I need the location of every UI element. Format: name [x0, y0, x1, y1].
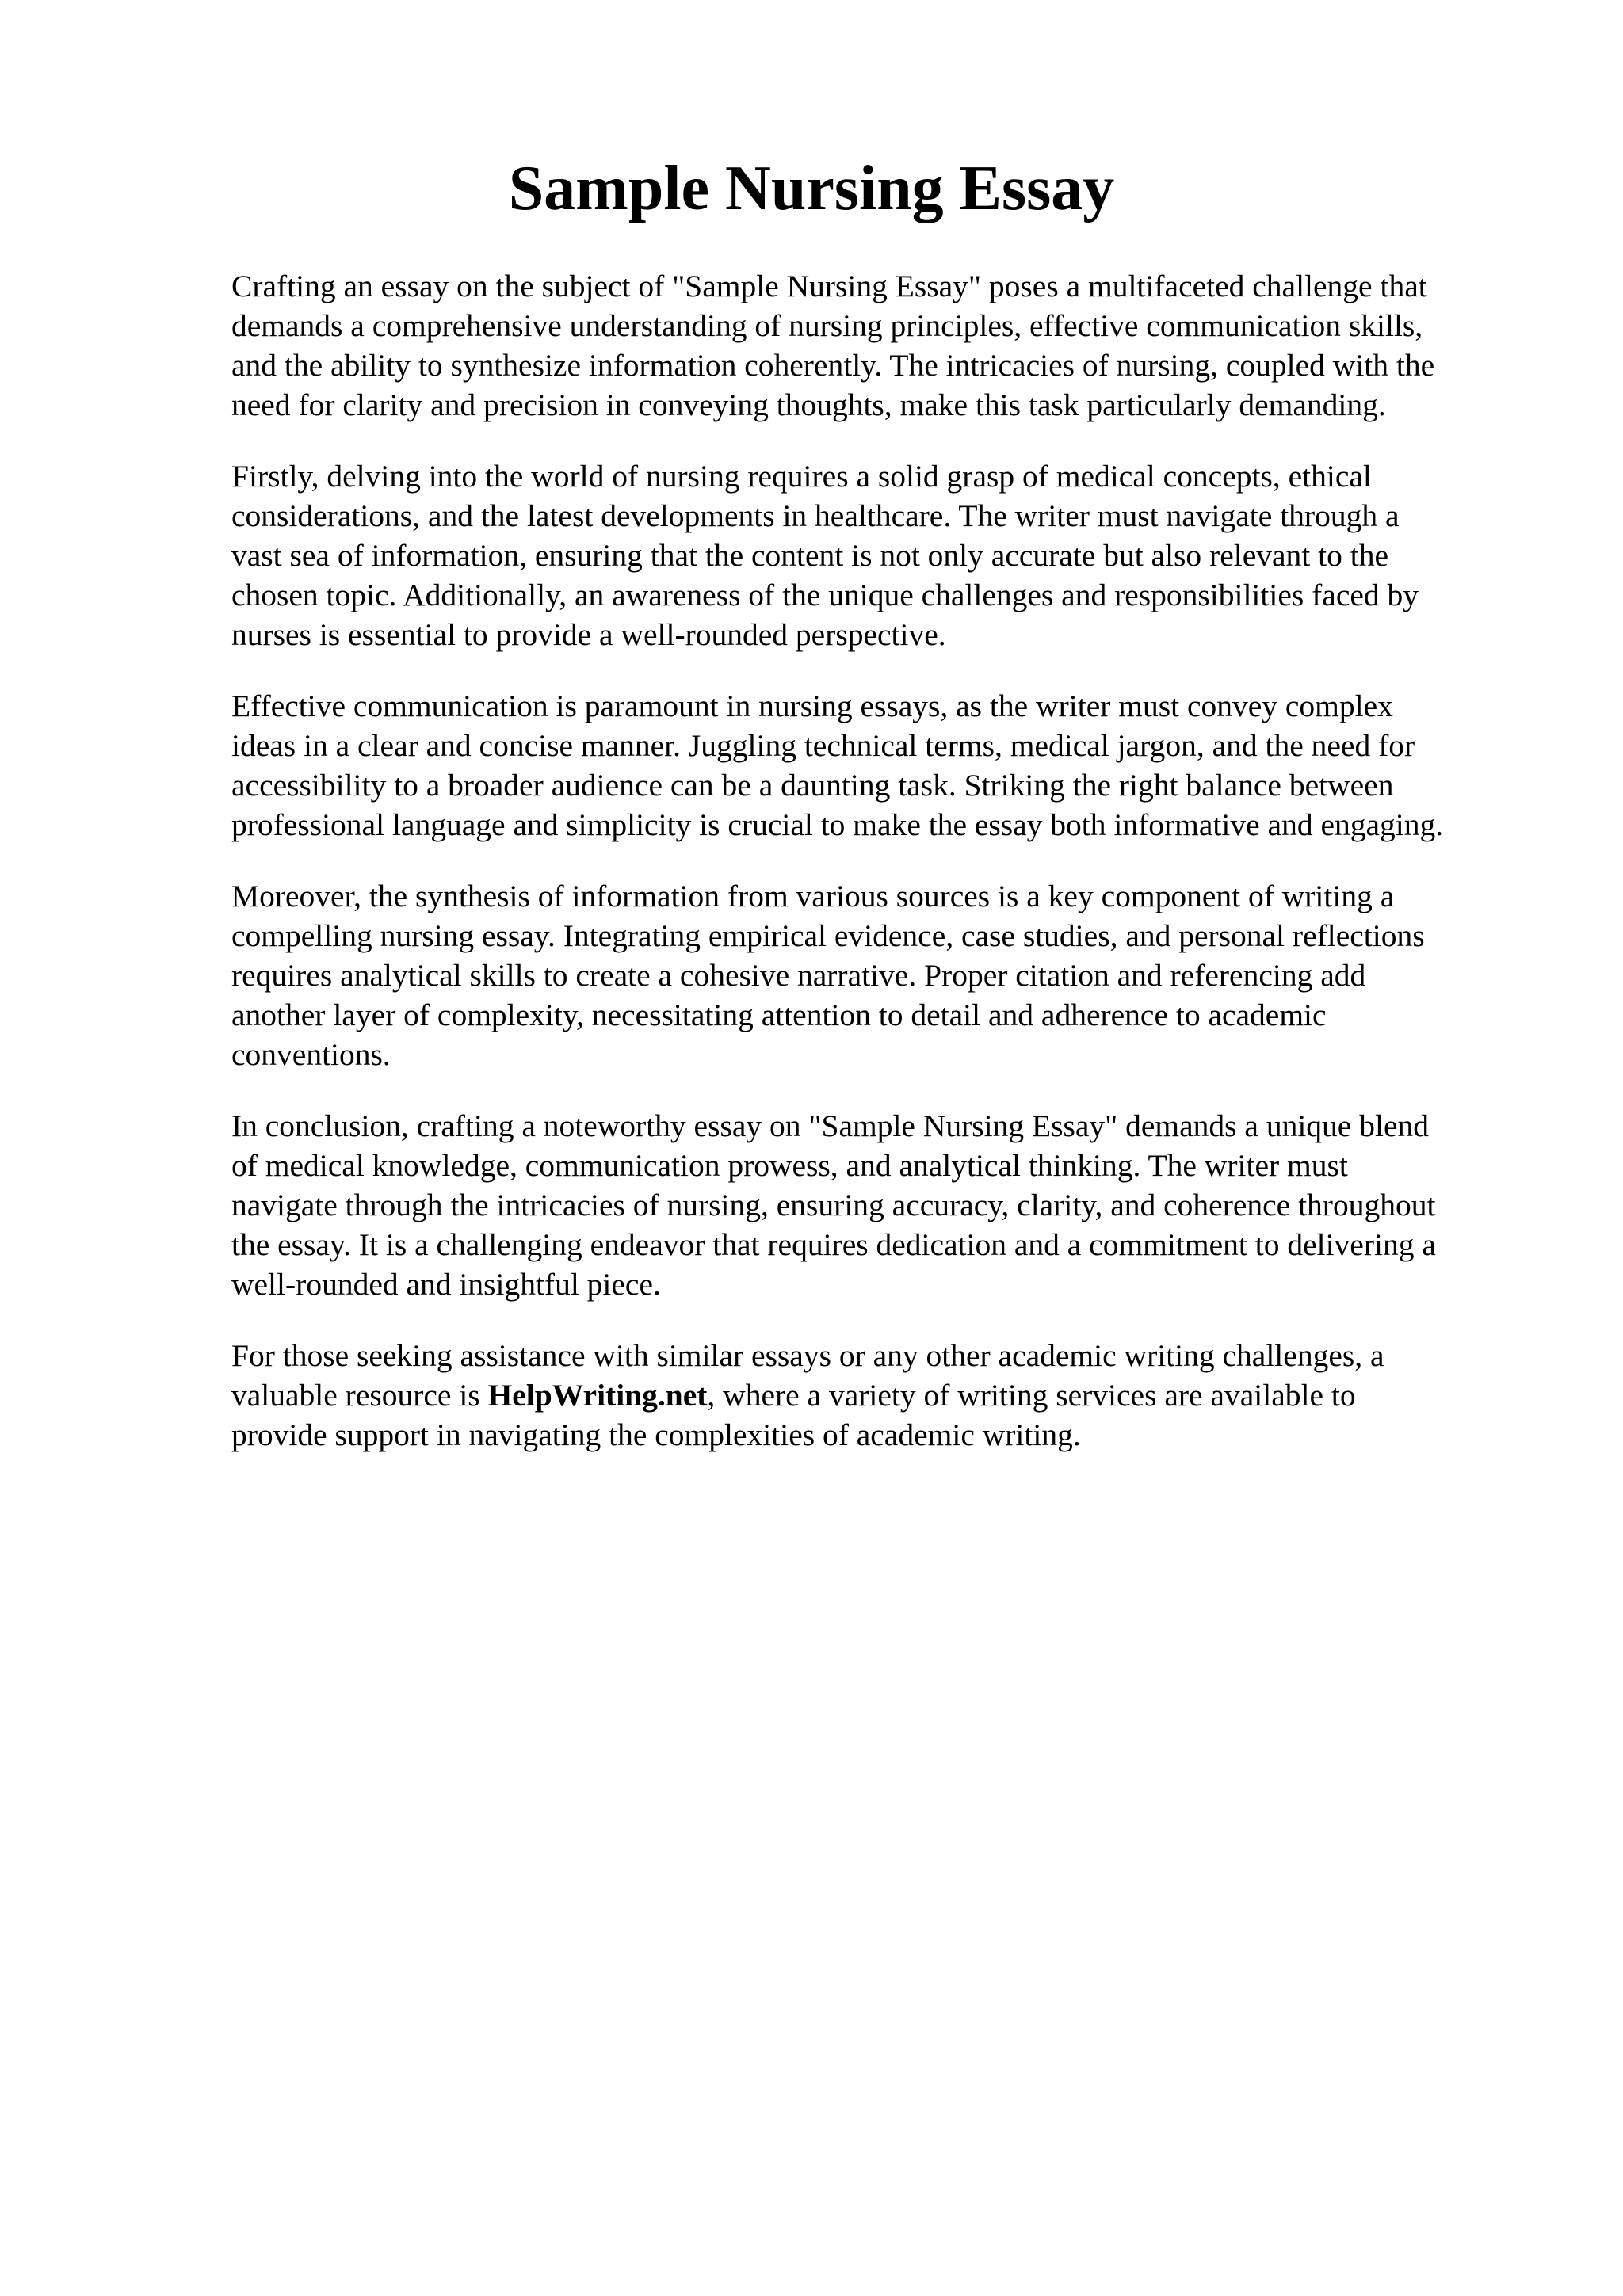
- text-line: In conclusion, crafting a noteworthy essay on "Sample Nursing Essay" demands a unique blend: [231, 1108, 1429, 1143]
- paragraph-intro: [231, 266, 1515, 425]
- text-line: Firstly, delving into the world of nursing requires a solid grasp of medical concepts, ethical: [231, 459, 1372, 494]
- text-line-with-brand: [231, 1375, 1515, 1415]
- text-line: the essay. It is a challenging endeavor that requires dedication and a commitment to delivering a: [231, 1227, 1436, 1262]
- text-line: well-rounded and insightful piece.: [231, 1267, 661, 1302]
- text-line: Effective communication is paramount in nursing essays, as the writer must convey complex: [231, 688, 1393, 723]
- text-line: professional language and simplicity is crucial to make the essay both informative and engaging.: [231, 807, 1444, 842]
- text-line: nurses is essential to provide a well-rounded perspective.: [231, 617, 946, 652]
- text-line: accessibility to a broader audience can be a daunting task. Striking the right balance between: [231, 768, 1394, 803]
- text-line: For those seeking assistance with similar essays or any other academic writing challenges, a: [231, 1338, 1384, 1373]
- text-line: navigate through the intricacies of nursing, ensuring accuracy, clarity, and coherence throughout: [231, 1188, 1436, 1222]
- text-line: demands a comprehensive understanding of nursing principles, effective communication skills,: [231, 308, 1423, 343]
- text-line: need for clarity and precision in conveying thoughts, make this task particularly demanding.: [231, 387, 1386, 422]
- text-line: conventions.: [231, 1037, 391, 1072]
- text-line: another layer of complexity, necessitating attention to detail and adherence to academic: [231, 997, 1327, 1032]
- text-line: ideas in a clear and concise manner. Juggling technical terms, medical jargon, and the need for: [231, 728, 1415, 763]
- text-segment: valuable resource is: [231, 1378, 488, 1413]
- helpwriting-link[interactable]: HelpWriting.net: [487, 1378, 708, 1413]
- document-title: Sample Nursing Essay: [508, 154, 1115, 223]
- text-line: compelling nursing essay. Integrating empirical evidence, case studies, and personal reflections: [231, 918, 1425, 953]
- text-line: Crafting an essay on the subject of "Sample Nursing Essay" poses a multifaceted challenge that: [231, 269, 1427, 303]
- text-line: of medical knowledge, communication prowess, and analytical thinking. The writer must: [231, 1148, 1348, 1183]
- text-line: and the ability to synthesize information coherently. The intricacies of nursing, coupled with the: [231, 348, 1435, 383]
- paragraph-resource: [231, 1336, 1515, 1455]
- text-line: Moreover, the synthesis of information from various sources is a key component of writing a: [231, 879, 1395, 913]
- paragraph-firstly: [231, 456, 1515, 654]
- text-line: provide support in navigating the complexities of academic writing.: [231, 1417, 1081, 1452]
- paragraph-conclusion: [231, 1106, 1515, 1304]
- text-line: vast sea of information, ensuring that the content is not only accurate but also relevant to the: [231, 538, 1388, 573]
- text-line: chosen topic. Additionally, an awareness of the unique challenges and responsibilities faced by: [231, 578, 1419, 612]
- text-line: considerations, and the latest developments in healthcare. The writer must navigate through a: [231, 498, 1400, 533]
- paragraph-synthesis: [231, 876, 1515, 1074]
- text-line: requires analytical skills to create a cohesive narrative. Proper citation and referencing add: [231, 958, 1366, 993]
- text-segment: , where a variety of writing services are available to: [707, 1378, 1356, 1413]
- paragraph-communication: [231, 686, 1515, 845]
- essay-body: [231, 266, 1515, 1486]
